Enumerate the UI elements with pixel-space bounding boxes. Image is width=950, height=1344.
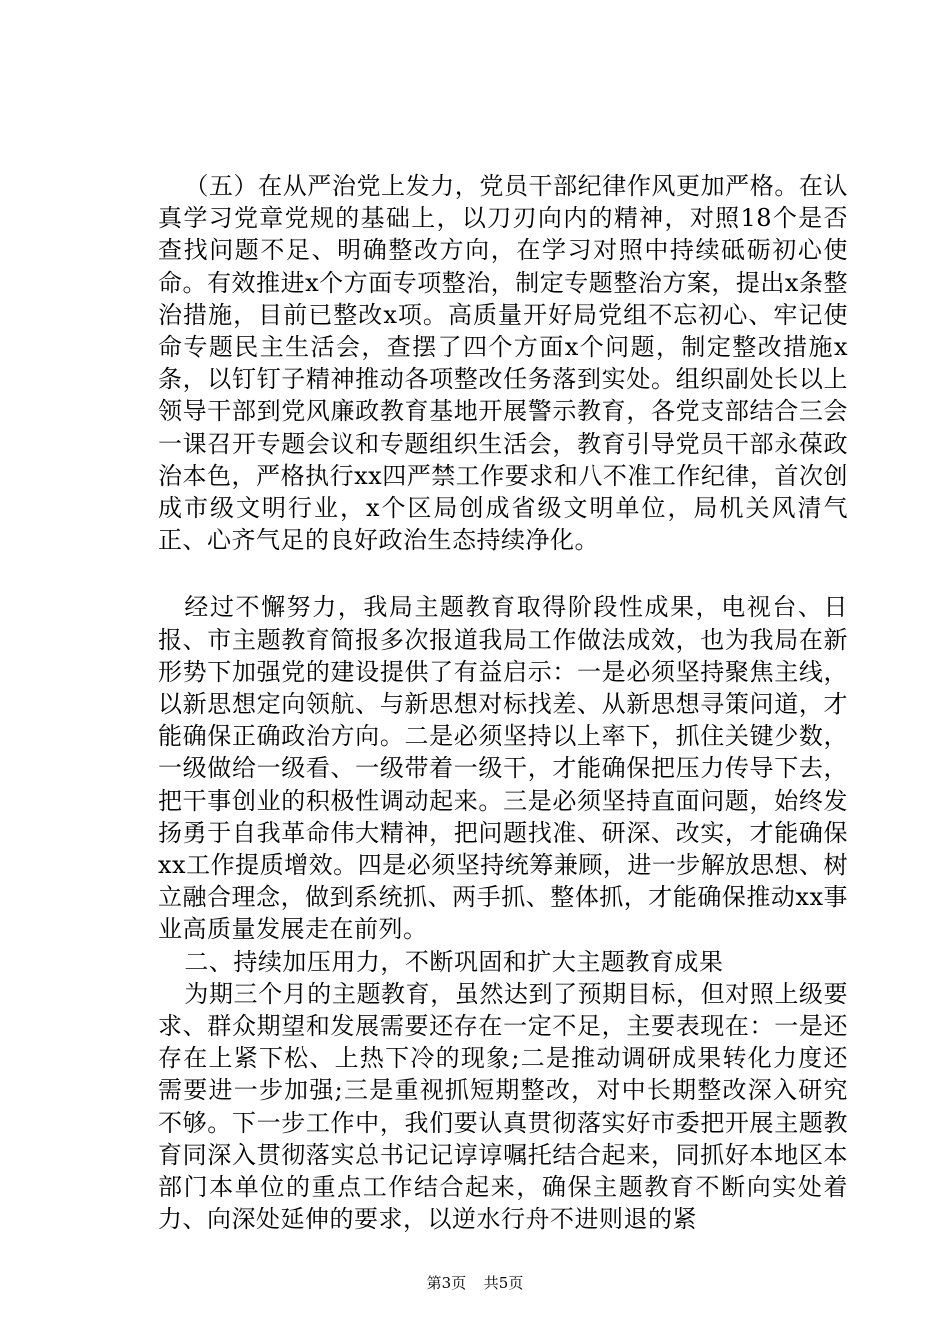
page-number: 第3页	[426, 1274, 467, 1292]
section-heading: 二、持续加压用力，不断巩固和扩大主题教育成果	[184, 947, 724, 976]
paragraph-discipline: （五）在从严治党上发力，党员干部纪律作风更加严格。在认真学习党章党规的基础上，以刀刃向内的精神，对照18个是否查找问题不足、明确整改方向，在学习对照中持续砥砺初心使命。有效推进x个方面专项整治，制定专题整治方案，提出x条整治措施，目前已整改x项。高质量开好局党组不忘初心、牢记使命专题民主生活会，查摆了四个方面x个问题，制定整改措施x条，以钉钉子精神推动各项整改任务落到实处。组织副处长以上领导干部到党风廉政教育基地开展警示教育，各党支部结合三会一课召开专题会议和专题组织生活会，教育引导党员干部永葆政治本色，严格执行xx四严禁工作要求和八不准工作纪律，首次创成市级文明行业，x个区局创成省级文明单位，局机关风清气正、心齐气足的良好政治生态持续净化。	[158, 172, 848, 555]
document-body	[158, 170, 848, 1236]
paragraph-achievements: 经过不懈努力，我局主题教育取得阶段性成果，电视台、日报、市主题教育简报多次报道我局工作做法成效，也为我局在新形势下加强党的建设提供了有益启示：一是必须坚持聚焦主线，以新思想定向领航、与新思想对标找差、从新思想寻策问道，才能确保正确政治方向。二是必须坚持以上率下，抓住关键少数，一级做给一级看、一级带着一级干，才能确保把压力传导下去，把干事创业的积极性调动起来。三是必须坚持直面问题，始终发扬勇于自我革命伟大精神，把问题找准、研深、改实，才能确保xx工作提质增效。四是必须坚持统筹兼顾，进一步解放思想、树立融合理念，做到系统抓、两手抓、整体抓，才能确保推动xx事业高质量发展走在前列。	[158, 593, 848, 944]
paragraph-gap	[158, 556, 848, 591]
page-footer	[0, 1273, 950, 1293]
page-total: 共5页	[483, 1274, 524, 1292]
paragraph-shortcomings: 为期三个月的主题教育，虽然达到了预期目标，但对照上级要求、群众期望和发展需要还存在一定不足，主要表现在：一是还存在上紧下松、上热下冷的现象;二是推动调研成果转化力度还需要进一步加强;三是重视抓短期整改，对中长期整改深入研究不够。下一步工作中，我们要认真贯彻落实好市委把开展主题教育同深入贯彻落实总书记记谆谆嘱托结合起来，同抓好本地区本部门本单位的重点工作结合起来，确保主题教育不断向实处着力、向深处延伸的要求，以逆水行舟不进则退的紧	[158, 979, 848, 1234]
